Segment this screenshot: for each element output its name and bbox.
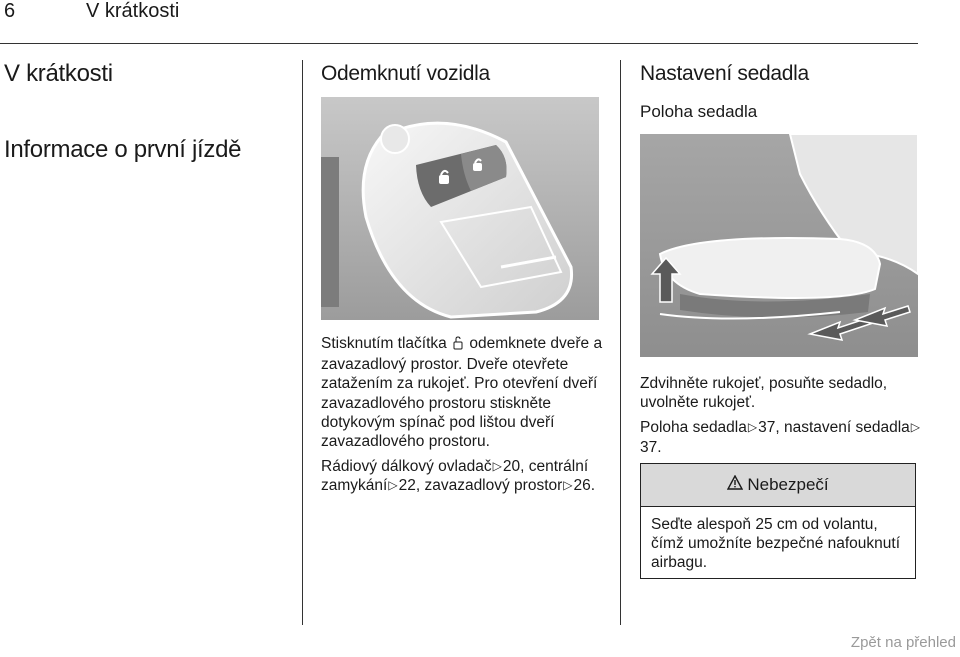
unlock-references [321,457,611,495]
play-outline-icon: ▷ [563,478,573,493]
unlock-instructions [321,334,611,502]
unlock-paragraph [321,334,611,451]
ref-remote-page[interactable]: 20, [502,458,525,476]
page-number: 6 [4,0,16,22]
chapter-subtitle: Informace o první jízdě [4,136,242,163]
warning-triangle-icon [727,475,743,495]
unlock-paragraph-rest: odemknete dveře a zavazadlový prostor. Dveře otevřete zatažením za rukojeť. Pro otevření dveří zavazadlového prostoru stiskněte dotykovým spínač pod lištou dveří zavazadlového prostoru. [321,335,603,451]
car-key-illustration [321,97,599,320]
section-heading-unlock: Odemknutí vozidla [321,62,490,85]
header-divider [0,43,918,44]
back-to-overview-link[interactable]: Zpět na přehled [850,634,956,651]
seat-paragraph: Zdvihněte rukojeť, posuňte sedadlo, uvolněte rukojeť. [640,375,888,412]
column-divider-left [302,60,303,625]
seat-references [640,418,930,456]
warning-title: Nebezpečí [747,475,829,494]
play-outline-icon: ▷ [388,478,398,493]
ref-luggage-label[interactable]: zavazadlový prostor [424,477,563,495]
column-divider-right [620,60,621,625]
section-heading-seat: Nastavení sedadla [640,62,809,85]
ref-seat-adjust-page[interactable]: 37. [640,438,662,456]
ref-remote-label[interactable]: Rádiový dálkový ovladač [321,458,492,476]
warning-text: Seďte alespoň 25 cm od volantu, čímž umožníte bezpečné nafouknutí airbagu. [651,516,901,571]
ref-seat-adjust-label[interactable]: sedadla [855,419,910,437]
chapter-title: V krátkosti [4,60,113,87]
unlock-padlock-icon [453,336,463,355]
seat-adjustment-illustration [640,134,918,357]
play-outline-icon: ▷ [910,420,921,435]
ref-seat-position-page[interactable]: 37, nastavení [758,419,852,437]
ref-luggage-page[interactable]: 26. [573,477,596,495]
ref-central-locking-label[interactable]: centrální zamykání [321,458,589,495]
play-outline-icon: ▷ [492,459,502,474]
ref-central-locking-page[interactable]: 22, [398,477,421,495]
header-section-title: V krátkosti [86,0,180,22]
ref-seat-position-label[interactable]: Poloha sedadla [640,419,747,437]
warning-box [640,463,916,579]
subheading-seat-position: Poloha sedadla [640,102,758,121]
seat-instructions [640,374,930,463]
unlock-paragraph-start: Stisknutím tlačítka [321,335,447,352]
play-outline-icon: ▷ [747,420,758,435]
warning-header [641,464,915,507]
